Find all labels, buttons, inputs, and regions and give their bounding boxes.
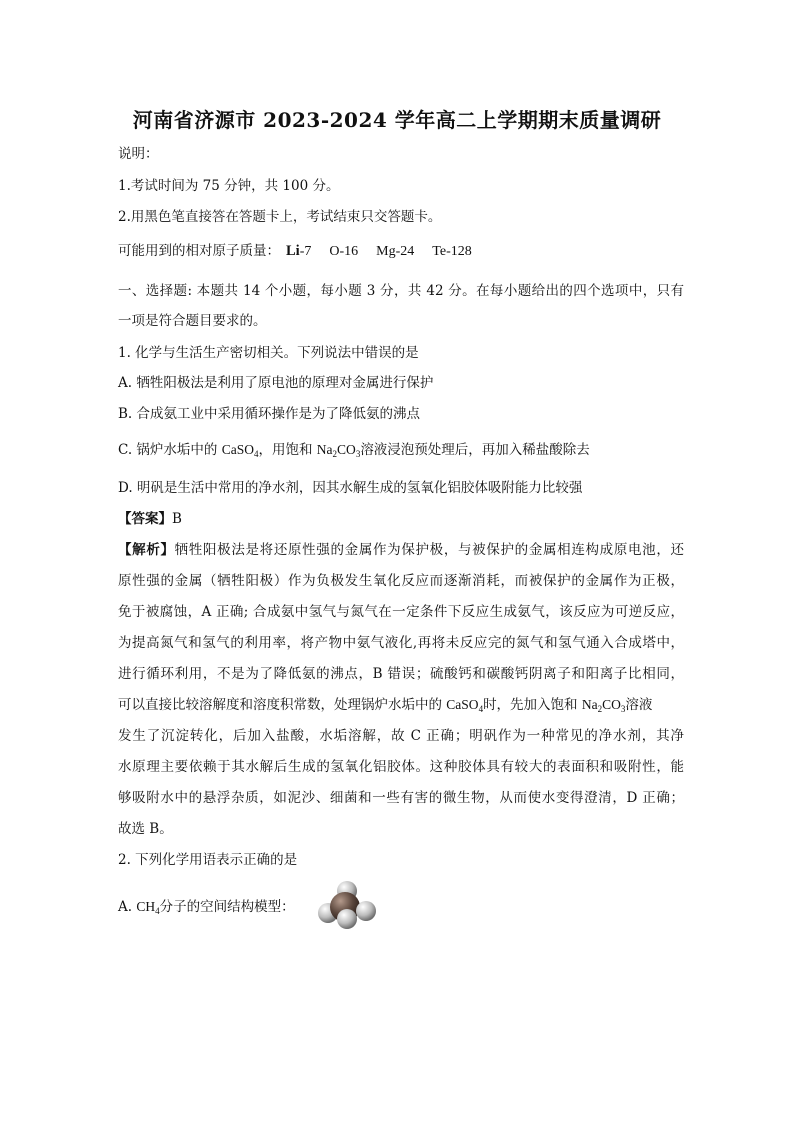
q1-analysis-line-8: 水原理主要依赖于其水解后生成的氢氧化铝胶体。这种胶体具有较大的表面积和吸附性，能 <box>118 759 684 775</box>
section1-line2: 一项是符合题目要求的。 <box>118 313 267 329</box>
q2-stem: 2. 下列化学用语表示正确的是 <box>118 852 298 868</box>
atomic-mass-li-symbol: Li <box>286 243 300 259</box>
q2-option-a <box>118 897 678 917</box>
ch4-space-filling-model-image <box>316 880 378 930</box>
analysis-text: 可以直接比较溶解度和溶度积常数，处理锅炉水垢中的 <box>118 697 447 713</box>
q1-analysis-line-7: 发生了沉淀转化，后加入盐酸，水垢溶解，故 C 正确；明矾作为一种常见的净水剂，其净 <box>118 728 684 744</box>
formula-subscript: 3 <box>620 704 626 714</box>
q1-option-b: B. 合成氨工业中采用循环操作是为了降低氨的沸点 <box>118 406 421 422</box>
formula-subscript: 4 <box>254 449 259 459</box>
analysis-text: 时，先加入饱和 <box>483 697 582 713</box>
atomic-mass-o: O-16 <box>329 244 359 259</box>
q1-option-c-prefix: C. 锅炉水垢中的 <box>118 442 222 458</box>
option-text: 分子的空间结构模型： <box>159 899 295 915</box>
q1-analysis-line-6 <box>118 695 678 715</box>
q1-analysis-line-9: 够吸附水中的悬浮杂质，如泥沙、细菌和一些有害的微生物，从而使水变得澄清，D 正确； <box>118 790 684 806</box>
answer-label: 【答案】 <box>118 511 172 527</box>
analysis-text: 溶液 <box>625 697 653 713</box>
atomic-mass-te: Te-128 <box>432 244 472 259</box>
hydrogen-atom-front <box>337 909 357 929</box>
formula-ch4 <box>136 899 159 914</box>
q1-analysis-line-1 <box>118 540 684 560</box>
hydrogen-atom-right <box>356 901 376 921</box>
q1-analysis-line-2: 原性强的金属（牺牲阳极）作为负极发生氧化反应而逐渐消耗，而被保护的金属作为正极， <box>118 573 684 589</box>
q1-analysis-line-5: 进行循环利用，不是为了降低氨的沸点，B 错误；硫酸钙和碳酸钙阴离子和阳离子比相同， <box>118 666 684 682</box>
formula-subscript: 2 <box>332 449 338 459</box>
q1-stem: 1. 化学与生活生产密切相关。下列说法中错误的是 <box>118 345 419 361</box>
formula-text: CaSO <box>446 697 479 712</box>
formula-na2co3 <box>582 697 626 712</box>
q1-option-d: D. 明矾是生活中常用的净水剂，因其水解生成的氢氧化铝胶体吸附能力比较强 <box>118 480 583 496</box>
q1-option-c <box>118 440 678 460</box>
atomic-masses-line <box>118 241 678 262</box>
formula-text: CaSO <box>221 442 254 457</box>
atomic-mass-li-value: -7 <box>299 244 312 259</box>
formula-text: Na <box>581 697 598 712</box>
formula-subscript: 4 <box>478 704 484 714</box>
option-label: A. <box>118 899 137 915</box>
analysis-label: 【解析】 <box>118 542 175 558</box>
formula-caso4 <box>446 697 483 712</box>
q1-option-c-suffix: 溶液浸泡预处理后，再加入稀盐酸除去 <box>360 442 590 458</box>
q1-analysis-line-10: 故选 B。 <box>118 821 173 837</box>
q1-option-c-formula-caso4 <box>222 442 259 457</box>
formula-text: CO <box>337 442 356 457</box>
formula-subscript: 4 <box>155 906 160 916</box>
formula-subscript: 3 <box>355 449 361 459</box>
q1-analysis-line-4: 为提高氮气和氢气的利用率，将产物中氨气液化,再将未反应完的氮气和氢气通入合成塔中， <box>118 635 684 651</box>
q1-option-c-mid: ，用饱和 <box>258 442 317 458</box>
note-item-2: 2.用黑色笔直接答在答题卡上，考试结束只交答题卡。 <box>118 209 442 225</box>
q1-option-c-formula-na2co3 <box>317 442 361 457</box>
q1-option-a: A. 牺牲阳极法是利用了原电池的原理对金属进行保护 <box>118 375 434 391</box>
formula-text: CO <box>602 697 621 712</box>
formula-text: CH <box>136 899 156 914</box>
note-item-1: 1.考试时间为 75 分钟，共 100 分。 <box>118 178 340 194</box>
answer-value: B <box>172 511 182 527</box>
atomic-mass-mg: Mg-24 <box>376 244 415 259</box>
formula-subscript: 2 <box>597 704 603 714</box>
atomic-masses-label: 可能用到的相对原子质量： <box>118 243 280 259</box>
section1-line1: 一、选择题: 本题共 14 个小题，每小题 3 分，共 42 分。在每小题给出的四个选项中，只有 <box>118 283 684 299</box>
q1-analysis-line-3: 免于被腐蚀，A 正确; 合成氨中氢气与氮气在一定条件下反应生成氨气，该反应为可逆反应， <box>118 604 684 620</box>
formula-text: Na <box>316 442 333 457</box>
analysis-text: 牺牲阳极法是将还原性强的金属作为保护极，与被保护的金属相连构成原电池，还 <box>174 542 685 558</box>
q1-answer <box>118 509 678 529</box>
notes-heading: 说明： <box>118 146 159 162</box>
page-title: 河南省济源市 2023-2024 学年高二上学期期末质量调研 <box>132 108 662 132</box>
